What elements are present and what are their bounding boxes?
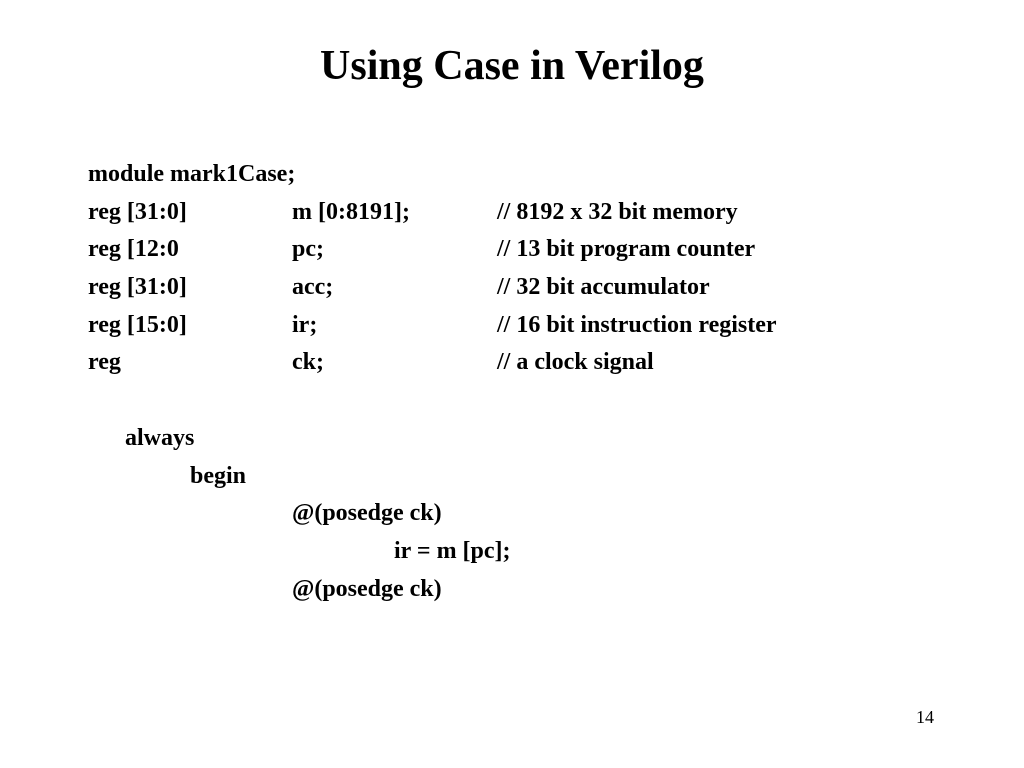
always-keyword: always: [125, 424, 195, 451]
code-line: [88, 458, 948, 496]
slide-title: Using Case in Verilog: [320, 43, 704, 89]
reg-name: ck;: [292, 349, 324, 376]
reg-type: reg [31:0]: [88, 274, 187, 301]
code-line: [88, 307, 948, 345]
code-line: [88, 495, 948, 533]
code-block: [88, 156, 948, 608]
module-declaration: module mark1Case;: [88, 161, 296, 187]
code-line: [88, 156, 948, 194]
reg-name: acc;: [292, 274, 334, 301]
reg-name: ir;: [292, 311, 318, 338]
code-line: [88, 344, 948, 382]
reg-type: reg [31:0]: [88, 198, 187, 225]
reg-type: reg: [88, 349, 121, 376]
code-line: [88, 231, 948, 269]
reg-comment: // 32 bit accumulator: [497, 274, 710, 301]
reg-comment: // 13 bit program counter: [497, 236, 756, 263]
reg-name: pc;: [292, 236, 324, 263]
reg-type: reg [12:0: [88, 236, 179, 263]
reg-type: reg [15:0]: [88, 311, 187, 338]
blank-line: [88, 382, 948, 420]
reg-comment: // a clock signal: [497, 349, 654, 376]
posedge-statement: @(posedge ck): [292, 500, 442, 527]
reg-comment: // 16 bit instruction register: [497, 311, 777, 338]
reg-comment: // 8192 x 32 bit memory: [497, 198, 738, 225]
page-number: 14: [916, 707, 934, 727]
reg-name: m [0:8191];: [292, 198, 410, 225]
begin-keyword: begin: [190, 462, 247, 489]
code-line: [88, 420, 948, 458]
code-line: [88, 571, 948, 609]
code-line: [88, 269, 948, 307]
code-line: [88, 194, 948, 232]
code-line: [88, 533, 948, 571]
assignment-statement: ir = m [pc];: [394, 537, 511, 564]
posedge-statement: @(posedge ck): [292, 575, 442, 602]
